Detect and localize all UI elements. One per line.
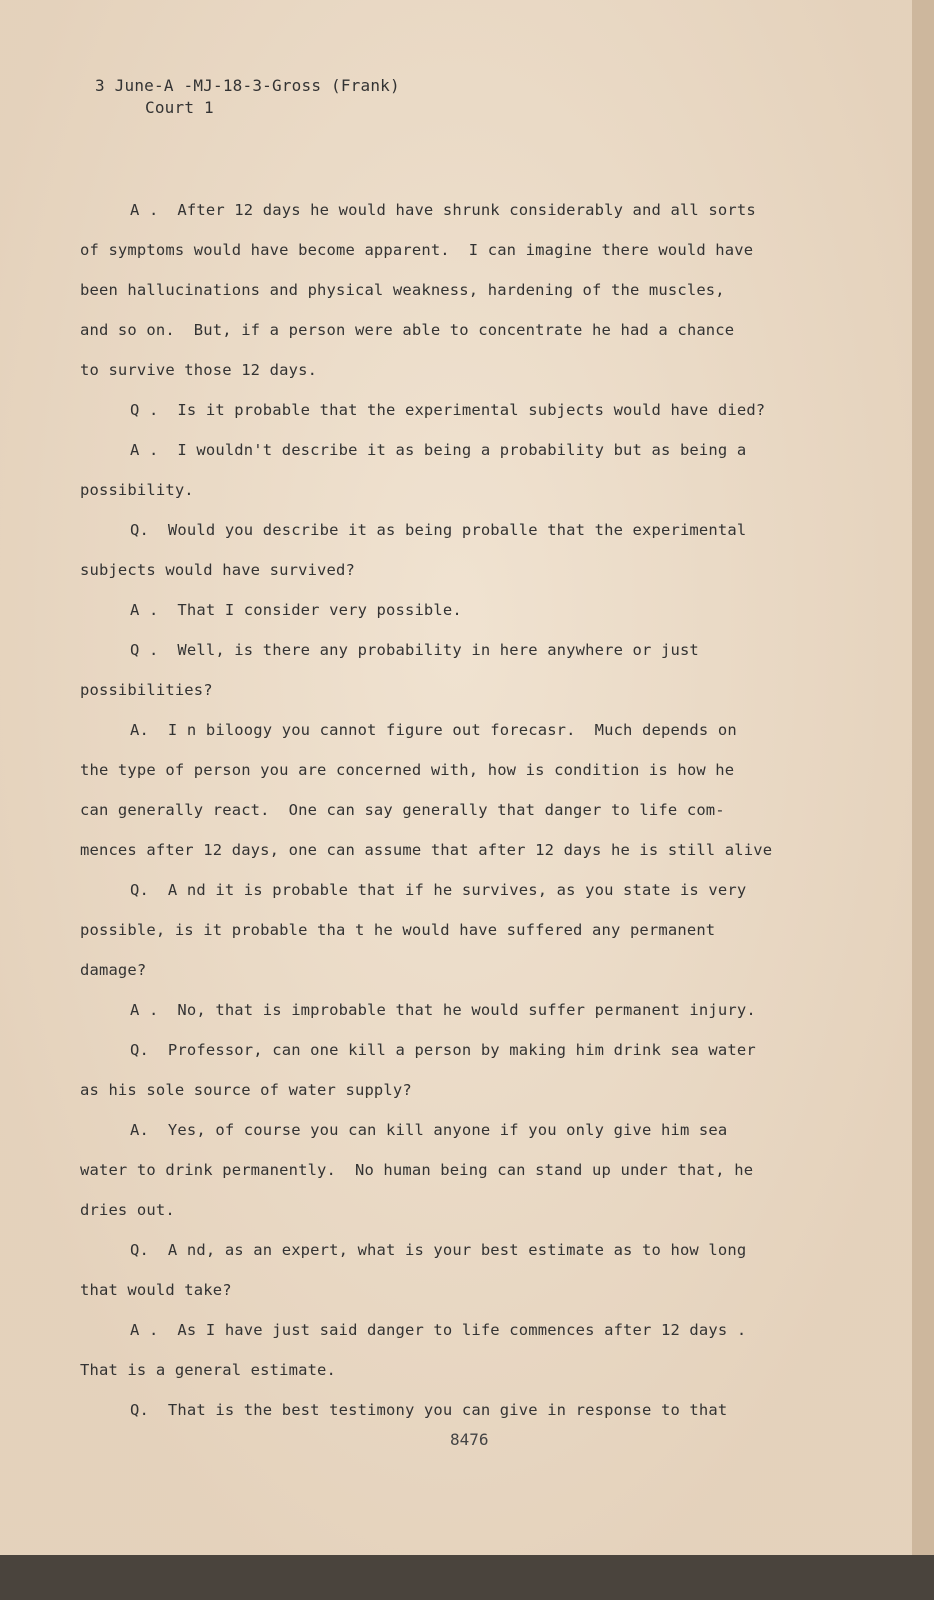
- transcript-line: A. Yes, of course you can kill anyone if you only give him sea: [130, 1121, 728, 1139]
- scan-background: [0, 1555, 934, 1600]
- transcript-line: Q . Is it probable that the experimental subjects would have died?: [130, 401, 766, 419]
- transcript-line: That is a general estimate.: [80, 1361, 337, 1379]
- transcript-line: A . That I consider very possible.: [130, 601, 462, 619]
- transcript-line: damage?: [80, 961, 147, 979]
- transcript-line: water to drink permanently. No human being can stand up under that, he: [80, 1161, 754, 1179]
- transcript-line: A. I n biloogy you cannot figure out forecasr. Much depends on: [130, 721, 737, 739]
- transcript-line: dries out.: [80, 1201, 175, 1219]
- transcript-line: Q. A nd it is probable that if he survives, as you state is very: [130, 881, 747, 899]
- transcript-line: of symptoms would have become apparent. I can imagine there would have: [80, 241, 754, 259]
- transcript-line: possibilities?: [80, 681, 213, 699]
- transcript-line: possible, is it probable tha t he would have suffered any permanent: [80, 921, 716, 939]
- transcript-line: that would take?: [80, 1281, 232, 1299]
- transcript-line: the type of person you are concerned with, how is condition is how he: [80, 761, 735, 779]
- transcript-line: as his sole source of water supply?: [80, 1081, 412, 1099]
- transcript-line: possibility.: [80, 481, 194, 499]
- transcript-line: Q. A nd, as an expert, what is your best estimate as to how long: [130, 1241, 747, 1259]
- transcript-line: and so on. But, if a person were able to concentrate he had a chance: [80, 321, 735, 339]
- transcript-line: A . After 12 days he would have shrunk considerably and all sorts: [130, 201, 756, 219]
- transcript-line: Q. That is the best testimony you can give in response to that: [130, 1401, 728, 1419]
- transcript-line: Q . Well, is there any probability in here anywhere or just: [130, 641, 699, 659]
- transcript-line: to survive those 12 days.: [80, 361, 318, 379]
- transcript-line: subjects would have survived?: [80, 561, 355, 579]
- document-header-court: Court 1: [145, 98, 214, 117]
- transcript-line: been hallucinations and physical weakness, hardening of the muscles,: [80, 281, 725, 299]
- transcript-line: Q. Would you describe it as being proballe that the experimental: [130, 521, 747, 539]
- transcript-body: [80, 190, 900, 1430]
- transcript-line: mences after 12 days, one can assume that after 12 days he is still alive: [80, 841, 773, 859]
- page-edge: [912, 0, 934, 1555]
- page-number: 8476: [450, 1430, 489, 1449]
- transcript-line: can generally react. One can say generally that danger to life com-: [80, 801, 725, 819]
- transcript-line: A . No, that is improbable that he would suffer permanent injury.: [130, 1001, 756, 1019]
- transcript-line: A . I wouldn't describe it as being a probability but as being a: [130, 441, 747, 459]
- transcript-line: Q. Professor, can one kill a person by making him drink sea water: [130, 1041, 756, 1059]
- document-header-reference: 3 June-A -MJ-18-3-Gross (Frank): [95, 76, 400, 95]
- transcript-line: A . As I have just said danger to life commences after 12 days .: [130, 1321, 747, 1339]
